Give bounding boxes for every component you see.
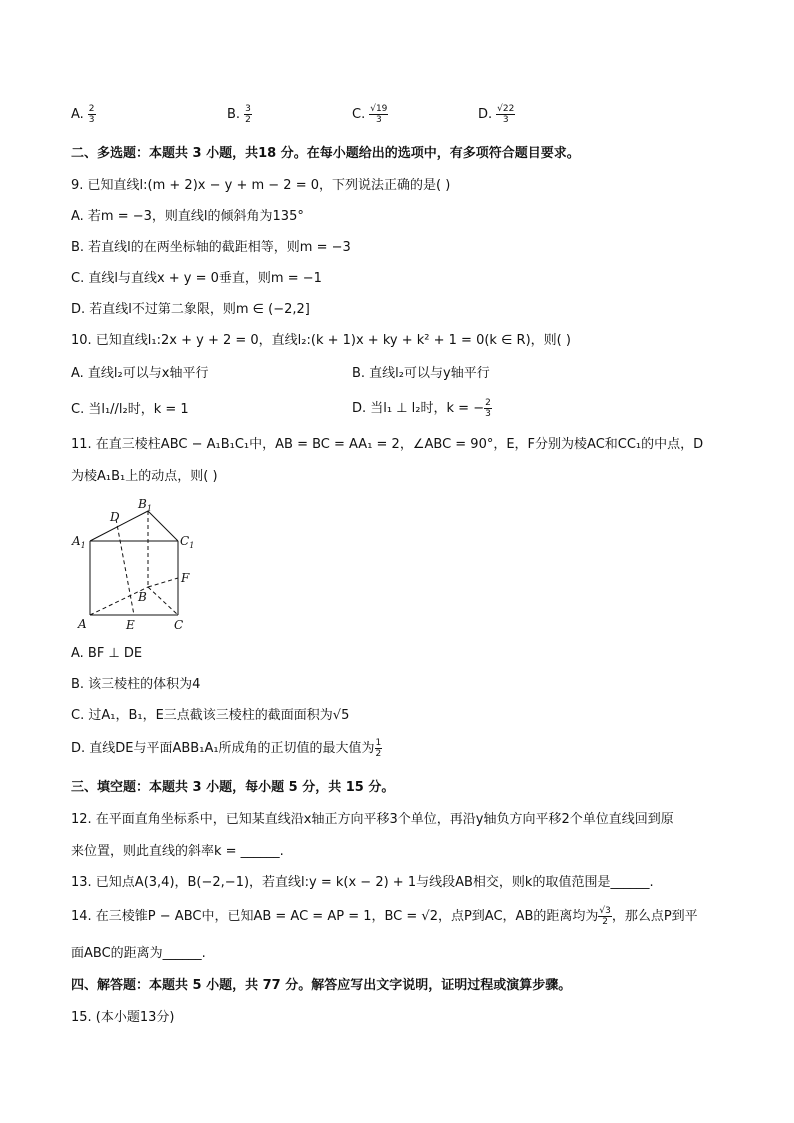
question-9-stem: 9. 已知直线l:(m + 2)x − y + m − 2 = 0，下列说法正确的是( ) [71, 178, 451, 193]
question-10-option-b: B. 直线l₂可以与y轴平行 [352, 366, 490, 381]
option-a-label: A. [71, 107, 84, 122]
label-b1: B [138, 497, 147, 511]
section-heading-fill-in: 三、填空题：本题共 3 小题，每小题 5 分，共 15 分。 [71, 780, 395, 795]
svg-text:B1: $B_1$ [138, 497, 152, 513]
question-9-option-c: C. 直线l与直线x + y = 0垂直，则m = −1 [71, 271, 322, 286]
prism-figure [70, 495, 200, 635]
question-10-stem: 10. 已知直线l₁:2x + y + 2 = 0，直线l₂:(k + 1)x + ky + k² + 1 = 0(k ∈ R)，则( ) [71, 333, 571, 348]
option-b-label: B. [227, 107, 241, 122]
option-b-fraction: $\frac{3}{2}$ [245, 104, 251, 125]
hidden-segment-d-e [116, 519, 134, 615]
hidden-edge-b-c [148, 587, 178, 615]
question-11-option-a: A. BF ⊥ DE [71, 646, 143, 661]
label-c: C [174, 618, 184, 632]
label-b: B [138, 590, 147, 604]
option-c-fraction: $\frac{√19}{3}$ [370, 104, 388, 125]
svg-text:A1: $A_1$ [72, 534, 86, 550]
question-15: 15. (本小题13分) [71, 1010, 175, 1025]
question-13: 13. 已知点A(3,4)，B(−2,−1)，若直线l:y = k(x − 2) + 1与线段AB相交，则k的取值范围是______. [71, 875, 654, 890]
label-d: D [110, 510, 120, 524]
question-14-fraction: $\frac{√3}{2}$ [599, 906, 611, 927]
question-9-option-a: A. 若m = −3，则直线l的倾斜角为135° [71, 209, 304, 224]
question-11-stem-line1: 11. 在直三棱柱ABC − A₁B₁C₁中，AB = BC = AA₁ = 2，∠ABC = 90°，E，F分别为棱AC和CC₁的中点，D [71, 437, 704, 452]
question-14-line2: 面ABC的距离为______. [71, 946, 206, 961]
question-11-option-d: D. 直线DE与平面ABB₁A₁所成角的正切值的最大值为 $\frac{1}{2}$ [71, 738, 382, 759]
label-a1: A [72, 534, 81, 548]
edge-b1-c1 [148, 511, 178, 541]
question-9-option-d: D. 若直线l不过第二象限，则m ∈ (−2,2] [71, 302, 310, 317]
question-11-option-d-fraction: $\frac{1}{2}$ [375, 738, 382, 759]
option-a [71, 104, 96, 125]
question-11-option-c: C. 过A₁，B₁，E三点截该三棱柱的截面面积为√5 [71, 708, 350, 723]
question-10-option-d-fraction: $\frac{2}{3}$ [485, 398, 491, 419]
label-e: E [126, 618, 135, 632]
question-14-line1: 14. 在三棱锥P − ABC中，已知AB = AC = AP = 1，BC = √2，点P到AC，AB的距离均为 $\frac{√3}{2}$ ，那么点P到平 [71, 906, 698, 927]
option-d [478, 104, 515, 125]
section-heading-multiple-choice: 二、多选题：本题共 3 小题，共18 分。在每小题给出的选项中，有多项符合题目要求。 [71, 146, 580, 161]
section-heading-solutions: 四、解答题：本题共 5 小题，共 77 分。解答应写出文字说明，证明过程或演算步骤。 [71, 978, 572, 993]
question-12-line2: 来位置，则此直线的斜率k = ______. [71, 844, 284, 859]
label-f: F [181, 571, 190, 585]
question-9-option-b: B. 若直线l的在两坐标轴的截距相等，则m = −3 [71, 240, 351, 255]
option-b [227, 104, 252, 125]
question-12-line1: 12. 在平面直角坐标系中，已知某直线沿x轴正方向平移3个单位，再沿y轴负方向平移2个单位直线回到原 [71, 812, 674, 827]
option-d-label: D. [478, 107, 493, 122]
question-11-stem-line2: 为棱A₁B₁上的动点，则( ) [71, 469, 218, 484]
option-d-fraction: $\frac{√22}{3}$ [497, 104, 515, 125]
hidden-segment-b-f [148, 578, 178, 587]
question-10-option-a: A. 直线l₂可以与x轴平行 [71, 366, 209, 381]
label-c1: C [180, 534, 190, 548]
question-10-option-d: D. 当l₁ ⊥ l₂时，k = − $\frac{2}{3}$ [352, 398, 491, 419]
option-c-label: C. [352, 107, 366, 122]
label-a: A [78, 617, 87, 631]
option-a-fraction: $\frac{2}{3}$ [88, 104, 95, 125]
svg-text:C1: $C_1$ [180, 534, 195, 550]
question-10-option-c: C. 当l₁//l₂时，k = 1 [71, 402, 189, 417]
question-11-option-b: B. 该三棱柱的体积为4 [71, 677, 201, 692]
option-c [352, 104, 388, 125]
